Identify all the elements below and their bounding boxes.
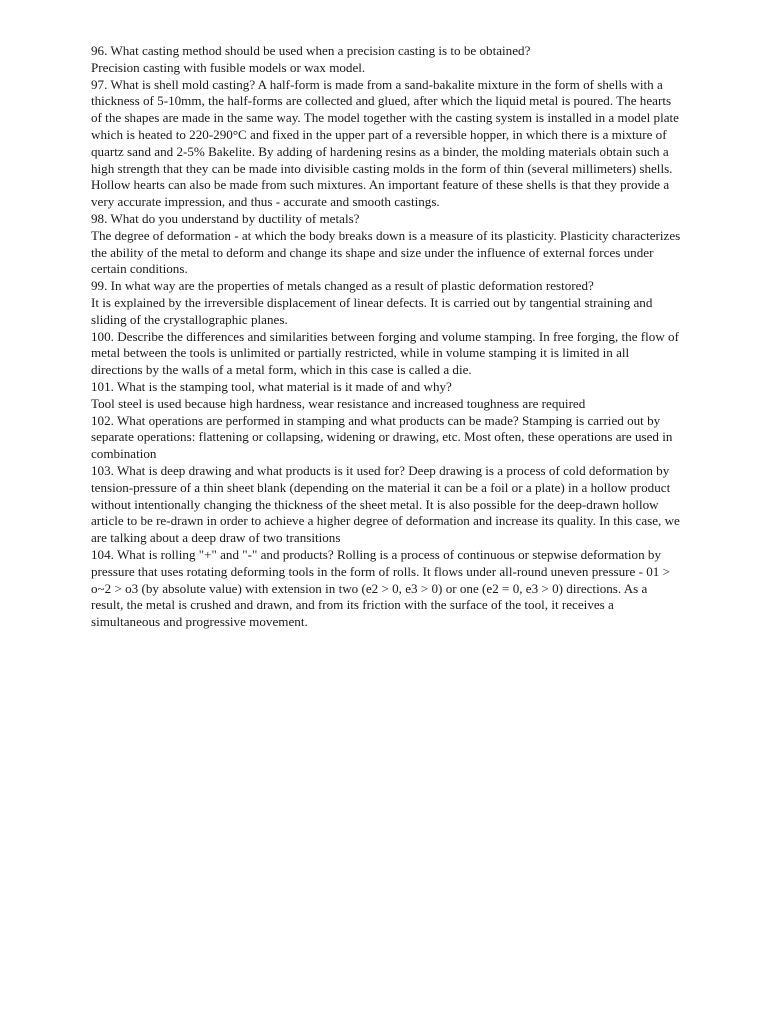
answer-101: Tool steel is used because high hardness, wear resistance and increased toughness are required: [91, 395, 586, 411]
question-answer-103: 103. What is deep drawing and what products is it used for? Deep drawing is a process of cold deformation by tension-pressure of a thin sheet blank (depending on the material it can be a foil or a plate) in a hollow product without intentionally changing the thickness of the sheet metal. It is also possible for the deep-drawn hollow article to be re-drawn in order to achieve a higher degree of deformation and increase its quality. In this case, we are talking about a deep draw of two transitions: [91, 462, 680, 546]
document-page: [91, 43, 681, 631]
question-answer-100: 100. Describe the differences and similarities between forging and volume stamping. In free forging, the flow of metal between the tools is unlimited or partially restricted, while in volume stamping it is limited in all directions by the walls of a metal form, which in this case is called a die.: [91, 328, 679, 378]
question-answer-102: 102. What operations are performed in stamping and what products can be made? Stamping is carried out by separate operations: flattening or collapsing, widening or drawing, etc. Most often, these operations are used in combination: [91, 412, 673, 462]
question-answer-97: 97. What is shell mold casting? A half-form is made from a sand-bakalite mixture in the form of shells with a thickness of 5-10mm, the half-forms are collected and glued, after which the liquid metal is poured. The hearts of the shapes are made in the same way. The model together with the casting system is installed in a model plate which is heated to 220-290°C and fixed in the upper part of a reversible hopper, in which there is a mixture of quartz sand and 2-5% Bakelite. By adding of hardening resins as a binder, the molding materials obtain such a high strength that they can be made into divisible casting molds in the form of thin (several millimeters) shells. Hollow hearts can also be made from such mixtures. An important feature of these shells is that they provide a very accurate impression, and thus - accurate and smooth castings.: [91, 76, 679, 210]
answer-99: It is explained by the irreversible displacement of linear defects. It is carried out by tangential straining and sliding of the crystallographic planes.: [91, 294, 653, 327]
question-answer-104: 104. What is rolling "+" and "-" and products? Rolling is a process of continuous or stepwise deformation by pressure that uses rotating deforming tools in the form of rolls. It flows under all-round uneven pressure - 01 > o~2 > o3 (by absolute value) with extension in two (e2 > 0, e3 > 0) or one (e2 = 0, e3 > 0) directions. As a result, the metal is crushed and drawn, and from its friction with the surface of the tool, it receives a simultaneous and progressive movement.: [91, 546, 671, 630]
question-98: 98. What do you understand by ductility of metals?: [91, 210, 360, 226]
question-101: 101. What is the stamping tool, what material is it made of and why?: [91, 378, 452, 394]
answer-96: Precision casting with fusible models or wax model.: [91, 59, 366, 75]
question-96: 96. What casting method should be used when a precision casting is to be obtained?: [91, 43, 531, 58]
question-99: 99. In what way are the properties of metals changed as a result of plastic deformation restored?: [91, 278, 594, 294]
answer-98: The degree of deformation - at which the body breaks down is a measure of its plasticity. Plasticity characterizes the ability of the metal to deform and change its shape and size under the influence of external forces under certain conditions.: [91, 227, 681, 277]
